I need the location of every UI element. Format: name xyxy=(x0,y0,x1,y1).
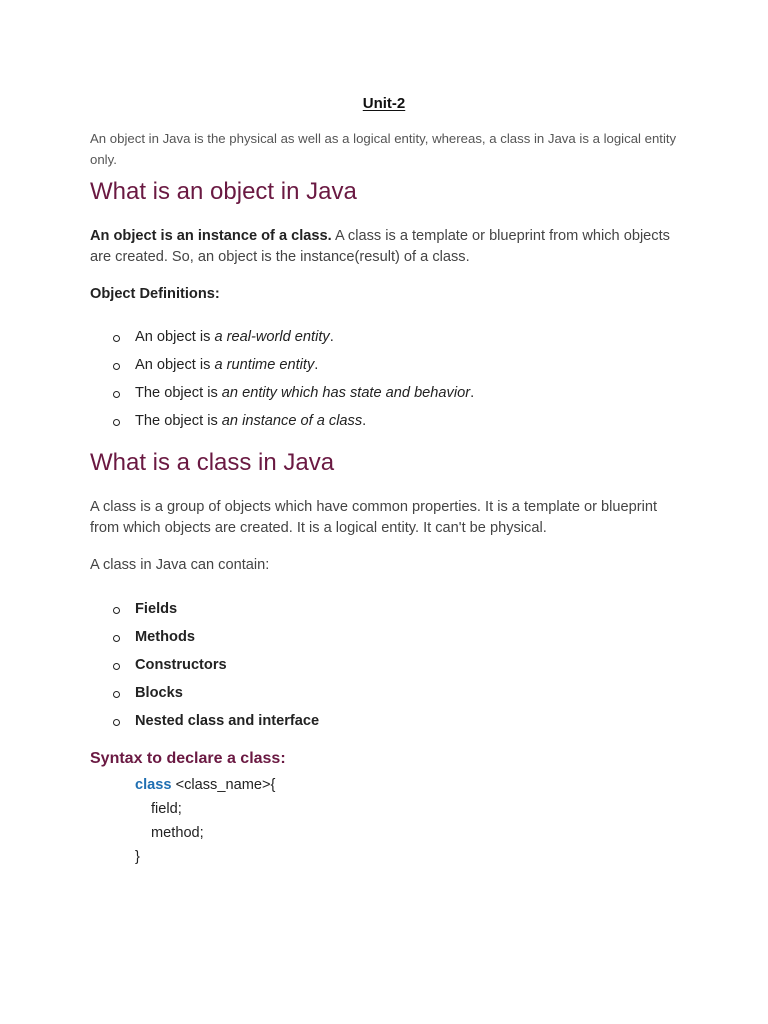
code-line: method; xyxy=(151,825,204,841)
object-lead-bold: An object is an instance of a class. xyxy=(90,228,332,244)
class-heading: What is a class in Java xyxy=(90,449,335,476)
definition-emph: a real-world entity xyxy=(214,329,330,345)
list-item xyxy=(90,383,474,411)
bullet-circle-icon xyxy=(113,691,120,698)
list-item xyxy=(90,627,319,655)
class-contains-list xyxy=(90,599,319,739)
bullet-circle-icon xyxy=(113,635,120,642)
list-item xyxy=(90,327,474,355)
object-lead-rest: A class is a template or blueprint from which objects are created. So, an object is the instance(result) of a class. xyxy=(90,228,670,265)
bullet-circle-icon xyxy=(113,363,120,370)
definition-emph: an entity which has state and behavior xyxy=(221,385,471,401)
definition-prefix: An object is xyxy=(135,357,215,373)
contain-item-label: Constructors xyxy=(135,657,227,673)
bullet-circle-icon xyxy=(113,663,120,670)
definition-prefix: The object is xyxy=(135,385,222,401)
bullet-circle-icon xyxy=(113,419,120,426)
code-block xyxy=(135,773,275,869)
list-item xyxy=(90,711,319,739)
syntax-heading: Syntax to declare a class: xyxy=(90,750,286,767)
definition-suffix: . xyxy=(470,385,475,401)
bullet-circle-icon xyxy=(113,391,120,398)
object-paragraph xyxy=(90,226,685,267)
contain-item-label: Fields xyxy=(135,601,178,617)
intro-paragraph: An object in Java is the physical as well as a logical entity, whereas, a class in Java is a logical entity only. xyxy=(90,131,677,167)
list-item xyxy=(90,683,319,711)
list-item xyxy=(90,411,474,439)
definition-prefix: An object is xyxy=(135,329,215,345)
contain-item-label: Nested class and interface xyxy=(135,713,320,729)
list-item xyxy=(90,655,319,683)
code-keyword: class xyxy=(135,777,172,793)
object-heading: What is an object in Java xyxy=(90,178,357,205)
list-item xyxy=(90,355,474,383)
definitions-label: Object Definitions: xyxy=(90,286,220,302)
definition-prefix: The object is xyxy=(135,413,222,429)
class-contain-label: A class in Java can contain: xyxy=(90,557,270,573)
code-line: } xyxy=(135,849,140,865)
code-line xyxy=(135,773,275,797)
bullet-circle-icon xyxy=(113,607,120,614)
code-line: field; xyxy=(151,801,182,817)
bullet-circle-icon xyxy=(113,335,120,342)
definition-emph: an instance of a class xyxy=(221,413,363,429)
list-item xyxy=(90,599,319,627)
page-title: Unit-2 xyxy=(362,95,406,112)
class-paragraph: A class is a group of objects which have common properties. It is a template or blueprint from which objects are created. It is a logical entity. It can't be physical. xyxy=(90,499,658,536)
code-text: <class_name>{ xyxy=(171,777,276,793)
definition-emph: a runtime entity xyxy=(214,357,315,373)
definition-suffix: . xyxy=(362,413,367,429)
bullet-circle-icon xyxy=(113,719,120,726)
contain-item-label: Blocks xyxy=(135,685,183,701)
definition-suffix: . xyxy=(329,329,334,345)
contain-item-label: Methods xyxy=(135,629,195,645)
definitions-list xyxy=(90,327,474,439)
definition-suffix: . xyxy=(314,357,319,373)
